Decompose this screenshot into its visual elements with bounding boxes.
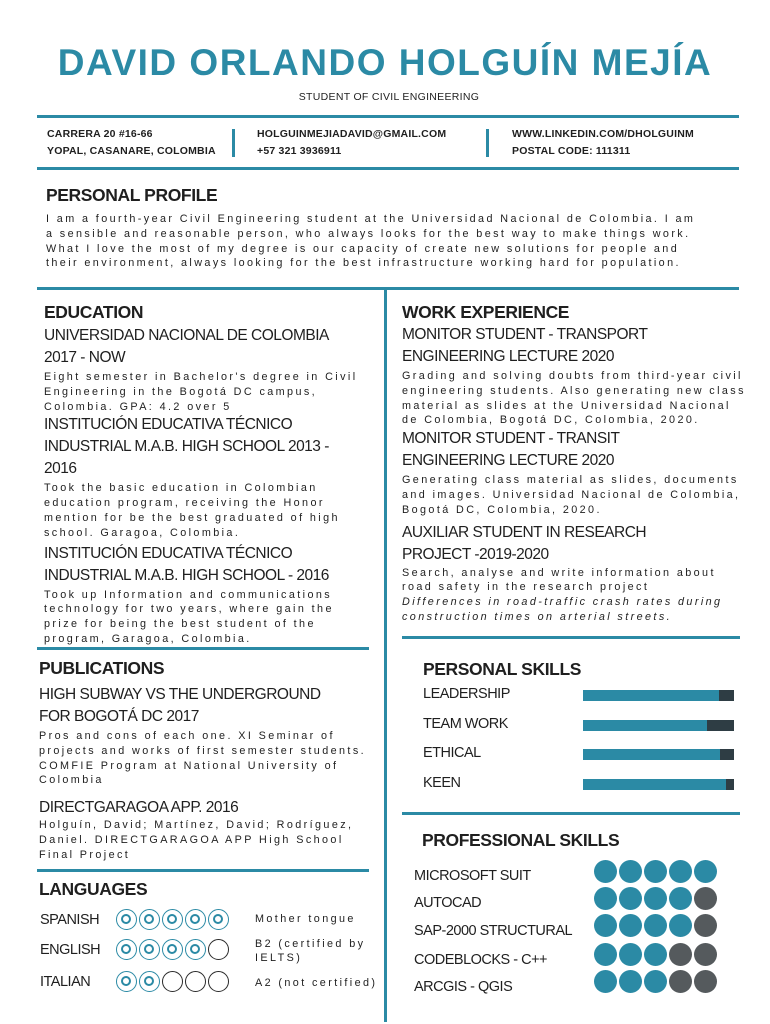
language-dot-filled <box>208 909 229 930</box>
profile-title: PERSONAL PROFILE <box>46 185 218 205</box>
work-item <box>402 428 752 517</box>
work-title: WORK EXPERIENCE <box>402 302 570 322</box>
desc-line: Pros and cons of each one. XI Seminar of <box>39 730 335 742</box>
skill-dot-filled <box>619 914 642 937</box>
skill-label: KEEN <box>423 774 461 791</box>
desc-line: program, Garagoa, Colombia. <box>44 632 252 645</box>
desc-line: Colombia. GPA: 4.2 over 5 <box>44 400 232 413</box>
education-title: EDUCATION <box>44 302 144 322</box>
skill-label: MICROSOFT SUIT <box>414 868 531 884</box>
languages-list <box>39 906 384 1002</box>
heading-line: UNIVERSIDAD NACIONAL DE COLOMBIA <box>44 327 329 344</box>
candidate-subtitle: STUDENT OF CIVIL ENGINEERING <box>298 91 480 103</box>
skill-dot-empty <box>694 914 717 937</box>
desc-line: Daniel. DIRECTGARAGOA APP High School <box>39 833 344 846</box>
work-divider <box>402 636 740 639</box>
education-item <box>44 543 379 647</box>
address-line-1: CARRERA 20 #16-66 <box>47 128 153 140</box>
desc-line-italic: Differences in road-traffic crash rates during <box>402 596 723 609</box>
skill-dot-filled <box>644 887 667 910</box>
publications-title: PUBLICATIONS <box>39 658 165 678</box>
skill-bar <box>583 749 734 760</box>
skill-bar-fill <box>583 690 719 701</box>
desc-line: prize for being the best student of the <box>44 618 316 631</box>
professional-skill-row <box>414 859 744 887</box>
language-note <box>255 976 377 990</box>
publication-heading <box>39 684 374 728</box>
desc-line: Colombia <box>39 774 104 787</box>
education-item <box>44 414 379 540</box>
skill-bar-fill <box>583 720 707 731</box>
skill-bar <box>583 779 734 790</box>
skill-dot-filled <box>594 943 617 966</box>
personal-skills-title: PERSONAL SKILLS <box>423 659 582 679</box>
education-item <box>44 325 379 414</box>
heading-line: FOR BOGOTÁ DC 2017 <box>39 708 199 725</box>
skill-dot-empty <box>694 970 717 993</box>
language-level <box>116 971 229 992</box>
education-description <box>44 588 379 647</box>
language-dot-filled <box>139 909 160 930</box>
heading-line: MONITOR STUDENT - TRANSPORT <box>402 326 648 343</box>
column-divider <box>384 290 387 1022</box>
professional-skills-list <box>414 859 744 999</box>
note-line: IELTS) <box>255 952 303 964</box>
skill-label: AUTOCAD <box>414 895 482 911</box>
personal-skills-list <box>423 686 743 804</box>
language-dot-filled <box>139 939 160 960</box>
work-description <box>402 369 752 428</box>
personal-skills-divider <box>402 812 740 815</box>
skill-dot-filled <box>669 914 692 937</box>
personal-skill-row <box>423 745 743 775</box>
contact-email-phone <box>257 126 446 160</box>
heading-line: INSTITUCIÓN EDUCATIVA TÉCNICO <box>44 416 293 434</box>
skill-dot-filled <box>644 943 667 966</box>
desc-line: road safety in the research project <box>402 581 650 594</box>
contact-separator <box>232 129 235 157</box>
profile-line: their environment, always looking for the best infrastructure working hard for population. <box>46 257 681 270</box>
language-name: ENGLISH <box>40 942 101 958</box>
skill-dot-filled <box>669 887 692 910</box>
profile-line: I am a fourth-year Civil Engineering student at the Universidad Nacional de Colombia. I am <box>46 213 696 225</box>
contact-address <box>47 126 216 160</box>
desc-line: COMFIE Program at National University of <box>39 759 339 772</box>
skill-dot-empty <box>694 943 717 966</box>
language-dot-filled <box>116 909 137 930</box>
desc-line: education program, receiving the Honor <box>44 497 325 510</box>
language-level <box>116 939 229 960</box>
skill-label: ARCGIS - QGIS <box>414 979 513 995</box>
skill-label: ETHICAL <box>423 745 481 761</box>
professional-skill-row <box>414 943 744 971</box>
skill-bar <box>583 720 734 731</box>
language-row <box>39 970 384 1002</box>
contact-separator <box>486 129 489 157</box>
language-dot-filled <box>185 939 206 960</box>
desc-line-italic: construction times on arterial streets. <box>402 610 673 623</box>
desc-line: engineering students. Also generating new class <box>402 384 746 397</box>
work-item <box>402 522 752 625</box>
language-dot-empty <box>208 939 229 960</box>
heading-line: ENGINEERING LECTURE 2020 <box>402 452 614 470</box>
language-name: SPANISH <box>40 912 100 928</box>
candidate-name: DAVID ORLANDO HOLGUÍN MEJÍA <box>57 42 713 83</box>
work-description <box>402 566 752 625</box>
language-dot-filled <box>116 971 137 992</box>
work-item <box>402 324 752 428</box>
skill-dot-filled <box>594 914 617 937</box>
education-heading <box>44 543 379 587</box>
education-description <box>44 481 379 540</box>
skill-label: TEAM WORK <box>423 715 508 732</box>
skill-level-dots <box>594 914 717 937</box>
desc-line: Generating class material as slides, documents <box>402 474 739 487</box>
linkedin-link[interactable]: WWW.LINKEDIN.COM/DHOLGUINM <box>512 128 694 140</box>
professional-skill-row <box>414 915 744 943</box>
heading-line: 2017 - NOW <box>44 349 126 366</box>
heading-line: AUXILIAR STUDENT IN RESEARCH <box>402 523 647 541</box>
desc-line: Took the basic education in Colombian <box>44 482 318 495</box>
heading-line: DIRECTGARAGOA APP. 2016 <box>39 799 239 817</box>
contact-linkedin-postal <box>512 126 694 160</box>
heading-line: 2016 <box>44 460 77 478</box>
language-name: ITALIAN <box>40 974 91 990</box>
postal-code: POSTAL CODE: 111311 <box>512 145 631 157</box>
skill-dot-filled <box>644 914 667 937</box>
publication-heading <box>39 797 374 819</box>
desc-line: school. Garagoa, Colombia. <box>44 526 241 539</box>
skill-dot-empty <box>669 970 692 993</box>
desc-line: mention for be the best graduated of high <box>44 511 340 524</box>
profile-line: a sensible and reasonable person, who always looks for the best way to make things work. <box>46 227 691 240</box>
language-note <box>255 937 365 965</box>
desc-line: Took up Information and communications <box>44 588 333 601</box>
language-row <box>39 938 384 970</box>
note-line: A2 (not certified) <box>255 977 378 989</box>
desc-line: and images. Universidad Nacional de Colombia, <box>402 488 741 501</box>
skill-level-dots <box>594 943 717 966</box>
language-dot-filled <box>116 939 137 960</box>
language-dot-empty <box>208 971 229 992</box>
language-dot-empty <box>162 971 183 992</box>
language-dot-filled <box>185 909 206 930</box>
profile-line: What I love the most of my degree is our capacity of create new solutions for people and <box>46 242 680 255</box>
email-link[interactable]: HOLGUINMEJIADAVID@GMAIL.COM <box>257 128 447 140</box>
skill-dot-empty <box>669 943 692 966</box>
skill-dot-filled <box>619 860 642 883</box>
desc-line: Eight semester in Bachelor's degree in Civil <box>44 371 358 383</box>
skill-dot-filled <box>644 970 667 993</box>
heading-line: INDUSTRIAL M.A.B. HIGH SCHOOL - 2016 <box>44 566 329 584</box>
heading-line: ENGINEERING LECTURE 2020 <box>402 348 614 365</box>
languages-title: LANGUAGES <box>39 879 148 899</box>
skill-dot-empty <box>694 887 717 910</box>
publication-description <box>39 818 374 862</box>
skill-dot-filled <box>644 860 667 883</box>
education-heading <box>44 325 379 369</box>
publication-item <box>39 797 374 862</box>
header-bottom-divider <box>37 167 739 170</box>
publication-description <box>39 729 374 788</box>
header-top-divider <box>37 115 739 118</box>
language-dot-empty <box>185 971 206 992</box>
desc-line: de Colombia, Bogotá DC, Colombia, 2020. <box>402 414 700 427</box>
desc-line: Holguín, David; Martínez, David; Rodríguez, <box>39 819 354 832</box>
language-dot-filled <box>162 909 183 930</box>
personal-skill-row <box>423 716 743 746</box>
desc-line: technology for two years, where gain the <box>44 603 334 616</box>
work-heading <box>402 324 752 368</box>
personal-skill-row <box>423 686 743 716</box>
desc-line: Search, analyse and write information about <box>402 566 716 579</box>
language-level <box>116 909 229 930</box>
note-line: B2 (certified by <box>255 938 366 950</box>
personal-skill-row <box>423 775 743 805</box>
professional-skill-row <box>414 887 744 915</box>
language-dot-filled <box>162 939 183 960</box>
skill-bar <box>583 690 734 701</box>
skill-bar-fill <box>583 749 720 760</box>
publication-item <box>39 684 374 788</box>
work-description <box>402 473 752 517</box>
education-heading <box>44 414 379 480</box>
address-line-2: YOPAL, CASANARE, COLOMBIA <box>47 145 216 157</box>
skill-dot-filled <box>694 860 717 883</box>
desc-line: projects and works of first semester students. <box>39 744 367 757</box>
skill-dot-filled <box>669 860 692 883</box>
skill-bar-fill <box>583 779 726 790</box>
desc-line: Engineering in the Bogotá DC campus, <box>44 385 318 398</box>
heading-line: INDUSTRIAL M.A.B. HIGH SCHOOL 2013 - <box>44 438 329 456</box>
skill-dot-filled <box>594 887 617 910</box>
skill-level-dots <box>594 860 717 883</box>
skill-dot-filled <box>619 943 642 966</box>
professional-skills-title: PROFESSIONAL SKILLS <box>422 830 620 850</box>
work-heading <box>402 428 752 472</box>
heading-line: MONITOR STUDENT - TRANSIT <box>402 430 620 448</box>
skill-label: LEADERSHIP <box>423 686 510 702</box>
heading-line: INSTITUCIÓN EDUCATIVA TÉCNICO <box>44 544 293 562</box>
publications-list <box>39 684 374 863</box>
skill-dot-filled <box>619 970 642 993</box>
skill-dot-filled <box>594 970 617 993</box>
language-note <box>255 912 356 926</box>
profile-divider <box>37 287 739 290</box>
heading-line: HIGH SUBWAY VS THE UNDERGROUND <box>39 686 321 703</box>
desc-line: Grading and solving doubts from third-year civil <box>402 370 743 382</box>
skill-label: SAP-2000 STRUCTURAL <box>414 923 573 939</box>
language-dot-filled <box>139 971 160 992</box>
desc-line: Final Project <box>39 848 131 861</box>
desc-line: Bogotá DC, Colombia, 2020. <box>402 503 602 516</box>
desc-line: material as slides at the Universidad Nacional <box>402 399 731 412</box>
work-list <box>402 324 752 625</box>
professional-skill-row <box>414 971 744 999</box>
publications-divider <box>37 869 369 872</box>
phone-number: +57 321 3936911 <box>257 145 342 157</box>
skill-dot-filled <box>594 860 617 883</box>
education-list <box>44 325 379 647</box>
skill-dot-filled <box>619 887 642 910</box>
note-line: Mother tongue <box>255 913 356 925</box>
education-divider <box>37 647 369 650</box>
language-row <box>39 906 384 938</box>
skill-level-dots <box>594 970 717 993</box>
skill-level-dots <box>594 887 717 910</box>
work-heading <box>402 522 752 566</box>
profile-text <box>46 212 746 271</box>
skill-label: CODEBLOCKS - C++ <box>414 952 548 968</box>
heading-line: PROJECT -2019-2020 <box>402 545 549 563</box>
education-description <box>44 370 379 414</box>
